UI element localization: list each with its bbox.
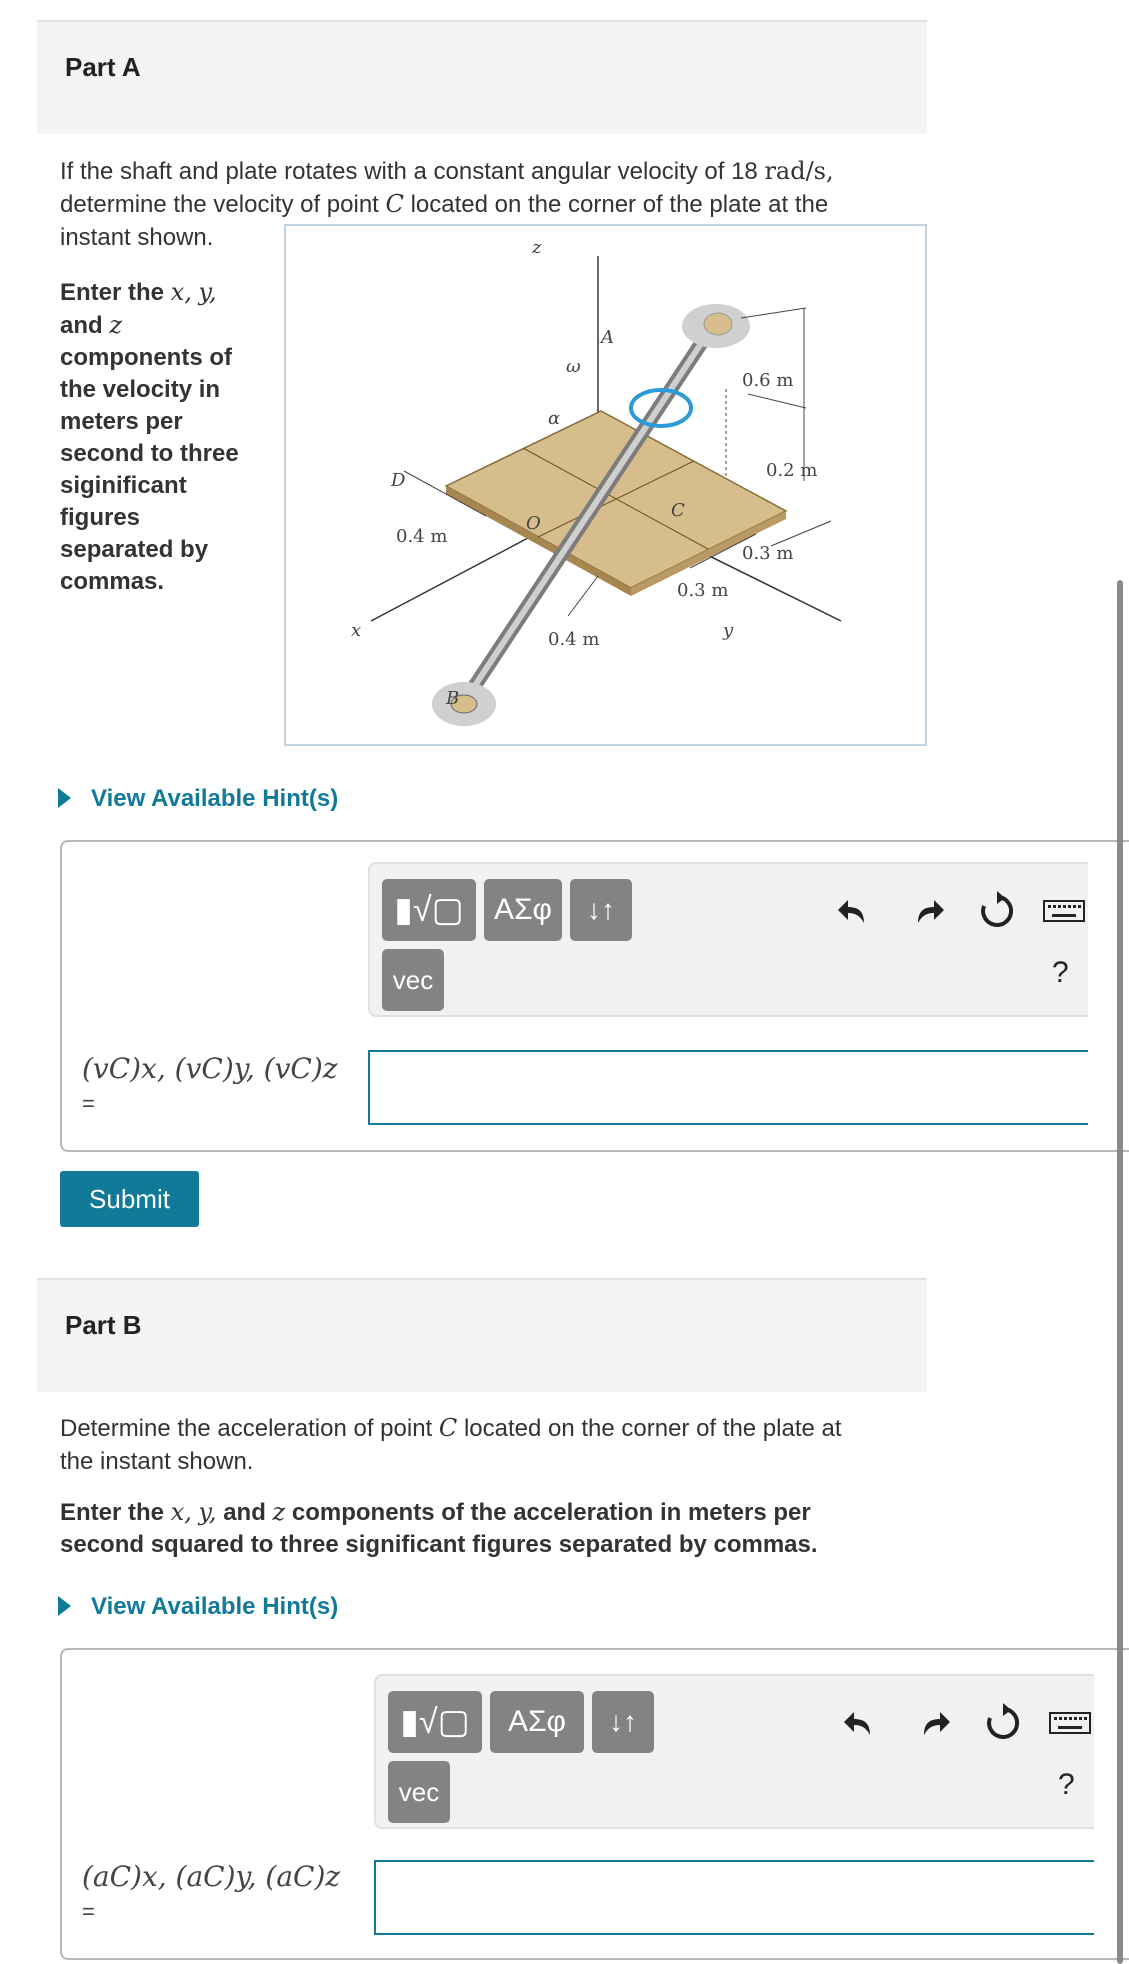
undo-icon[interactable] [840, 1701, 884, 1745]
label-x: x [351, 620, 362, 641]
question-point: C [385, 190, 404, 218]
label-03-front: 0.3 m [677, 580, 729, 601]
label-b: B [446, 688, 460, 709]
instr-and: and [60, 312, 103, 339]
instr-var-z: z [272, 1498, 286, 1526]
instr-var-y: y, [198, 1498, 217, 1526]
label-06: 0.6 m [742, 370, 794, 391]
caret-right-icon [58, 788, 71, 808]
label-omega: ω [566, 356, 581, 377]
question-unit: rad/s, [764, 157, 834, 185]
greek-label: ΑΣφ [507, 1705, 566, 1738]
label-o: O [526, 513, 541, 534]
arrows-label: ↓↑ [609, 1706, 637, 1737]
redo-icon[interactable] [912, 1701, 956, 1745]
instr-var-x: x, [170, 278, 192, 306]
part-a-header [37, 20, 927, 134]
greek-button[interactable] [484, 879, 562, 941]
hint-text: View Available Hint(s) [91, 1593, 339, 1620]
greek-label: ΑΣφ [493, 893, 552, 926]
vec-label: vec [398, 1777, 440, 1807]
part-a-title: Part A [65, 52, 141, 82]
label-d: D [391, 470, 406, 491]
vec-button[interactable] [388, 1761, 450, 1823]
submit-button[interactable]: Submit [60, 1171, 199, 1227]
label-a: A [601, 327, 614, 348]
shaft-plate-figure [284, 224, 927, 746]
instr-line: separated by [60, 536, 209, 563]
help-label: ? [1052, 956, 1069, 989]
instr-line: siginificant [60, 472, 187, 499]
instr-line: second to three [60, 440, 239, 467]
label-03-right: 0.3 m [742, 543, 794, 564]
part-b-answer-box [60, 1648, 1129, 1960]
question-text-2: determine the velocity of point [60, 191, 379, 218]
templates-label: ▮√▢ [394, 891, 464, 929]
instr-line: figures [60, 504, 141, 531]
math-toolbar-b [374, 1674, 1094, 1829]
label-alpha: α [548, 408, 561, 429]
reset-icon[interactable] [975, 889, 1019, 933]
templates-label: ▮√▢ [400, 1703, 470, 1741]
keyboard-icon[interactable] [1048, 1701, 1092, 1745]
redo-icon[interactable] [906, 889, 950, 933]
page-scrollbar[interactable] [1117, 580, 1123, 1964]
part-b-answer-label [82, 1860, 340, 1926]
part-a-answer-label [82, 1052, 338, 1118]
part-a-instructions [60, 276, 239, 598]
help-button[interactable] [1058, 1768, 1075, 1802]
instr-text: Enter the [60, 1499, 165, 1526]
answer-label-text: (vC)x, (vC)y, (vC)z [82, 1052, 338, 1085]
part-b-hint-toggle[interactable] [58, 1593, 338, 1621]
question-point: C [438, 1414, 458, 1442]
instr-var-z: z [109, 311, 122, 339]
instr-var-x: x, [170, 1498, 192, 1526]
instr-line: components of [60, 344, 232, 371]
part-b-title: Part B [65, 1310, 142, 1340]
instr-text-3: second squared to three significant figures separated by commas. [60, 1531, 818, 1558]
label-z: z [532, 237, 542, 258]
part-a-answer-input[interactable] [368, 1050, 1088, 1125]
part-b-header [37, 1278, 927, 1392]
reset-icon[interactable] [981, 1701, 1025, 1745]
part-a-hint-toggle[interactable] [58, 785, 338, 813]
part-b-instructions [60, 1496, 818, 1561]
help-button[interactable] [1052, 956, 1069, 990]
instr-line: the velocity in [60, 376, 221, 403]
caret-right-icon [58, 1596, 71, 1616]
hint-text: View Available Hint(s) [91, 785, 339, 812]
question-text-3: located on the corner of the plate at the [410, 191, 829, 218]
arrows-button[interactable] [570, 879, 632, 941]
arrows-label: ↓↑ [587, 894, 615, 925]
instr-text: Enter the [60, 279, 165, 306]
greek-button[interactable] [490, 1691, 584, 1753]
templates-button[interactable] [388, 1691, 482, 1753]
arrows-button[interactable] [592, 1691, 654, 1753]
instr-text-2: components of the acceleration in meters per [291, 1499, 811, 1526]
math-toolbar-a [368, 862, 1088, 1017]
vec-button[interactable] [382, 949, 444, 1011]
label-c: C [671, 500, 685, 521]
part-b-question [60, 1412, 842, 1478]
question-text-1: Determine the acceleration of point [60, 1415, 433, 1442]
vec-label: vec [392, 965, 434, 995]
question-text-3: the instant shown. [60, 1448, 254, 1475]
answer-equals: = [82, 1091, 95, 1116]
templates-button[interactable] [382, 879, 476, 941]
label-04-left: 0.4 m [396, 526, 448, 547]
question-text-1: If the shaft and plate rotates with a constant angular velocity of 18 [60, 158, 758, 185]
label-04-shaft: 0.4 m [548, 629, 600, 650]
keyboard-icon[interactable] [1042, 889, 1086, 933]
instr-line: commas. [60, 568, 165, 595]
part-b-answer-input[interactable] [374, 1860, 1094, 1935]
answer-label-text: (aC)x, (aC)y, (aC)z [82, 1860, 341, 1893]
undo-icon[interactable] [834, 889, 878, 933]
question-text-4: instant shown. [60, 224, 214, 251]
label-y: y [723, 620, 734, 641]
help-label: ? [1058, 1768, 1075, 1801]
instr-var-y: y, [198, 278, 217, 306]
part-a-answer-box [60, 840, 1129, 1152]
answer-equals: = [82, 1899, 95, 1924]
instr-line: meters per [60, 408, 183, 435]
label-02: 0.2 m [766, 460, 818, 481]
shaft-plate-diagram [286, 226, 925, 744]
question-text-2: located on the corner of the plate at [463, 1415, 842, 1442]
instr-and: and [223, 1499, 266, 1526]
